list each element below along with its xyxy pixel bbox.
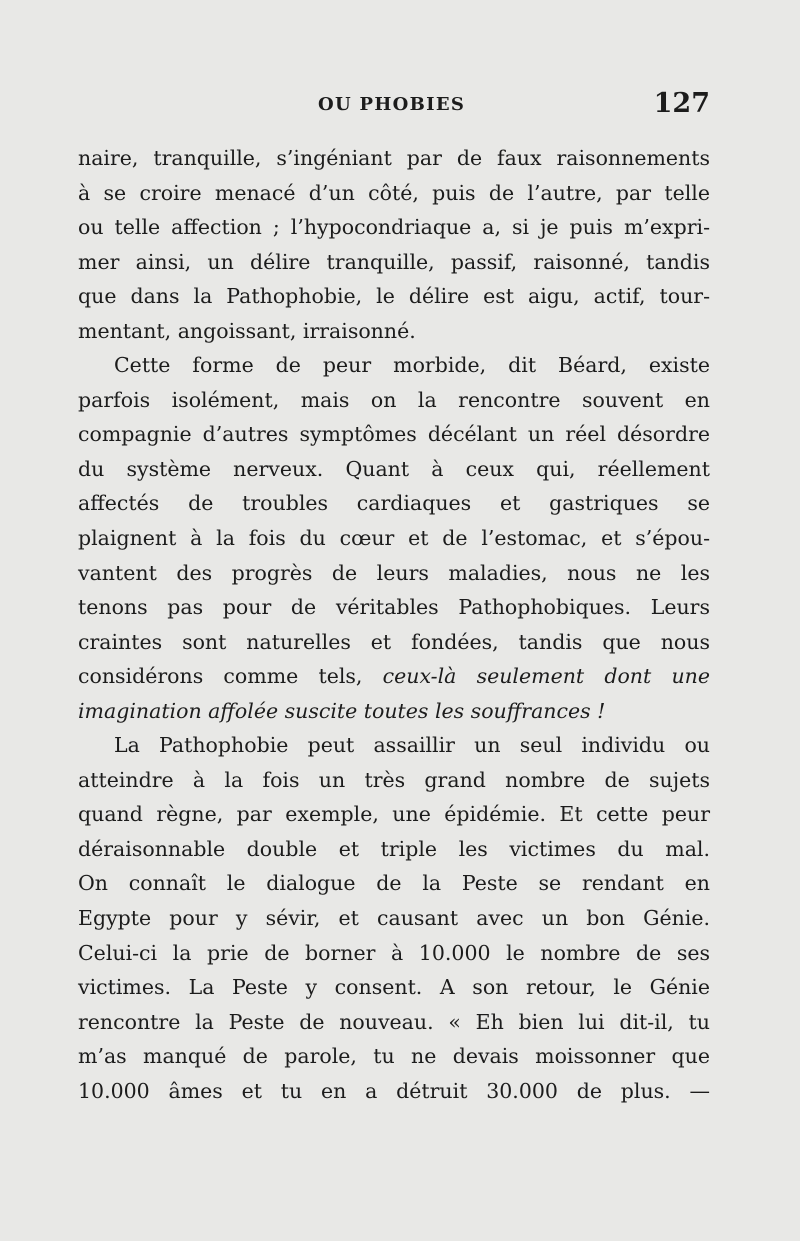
text-line: naire, tranquille, s’ingéniant par de faux raisonnements	[78, 146, 710, 170]
text-line: m’as manqué de parole, tu ne devais moissonner que	[78, 1044, 710, 1069]
text-line: déraisonnable double et triple les victimes du mal.	[78, 836, 710, 861]
page-header	[78, 88, 710, 122]
text-line: quand règne, par exemple, une épidémie. Et cette peur	[78, 802, 710, 827]
text-line: tenons pas pour de véritables Pathophobiques. Leurs	[78, 595, 710, 620]
paragraph	[78, 728, 710, 1108]
text-line: Cette forme de peur morbide, dit Béard, existe	[114, 353, 710, 378]
text-line: 10.000 âmes et tu en a détruit 30.000 de plus. —	[78, 1078, 710, 1103]
text-line: ou telle affection ; l’hypocondriaque a, si je puis m’expri-	[78, 215, 710, 240]
page-number: 127	[653, 88, 710, 119]
text-line: atteindre à la fois un très grand nombre de sujets	[78, 767, 710, 792]
text-line: parfois isolément, mais on la rencontre souvent en	[78, 387, 710, 412]
text-line: plaignent à la fois du cœur et de l’estomac, et s’épou-	[78, 526, 710, 551]
text-line: que dans la Pathophobie, le délire est aigu, actif, tour-	[78, 284, 710, 309]
text-line: mer ainsi, un délire tranquille, passif, raisonné, tandis	[78, 249, 710, 274]
body-text	[78, 141, 710, 1108]
text-line: affectés de troubles cardiaques et gastriques se	[78, 491, 710, 516]
text-line: craintes sont naturelles et fondées, tandis que nous	[78, 629, 710, 654]
paragraph	[78, 348, 710, 728]
text-line: du système nerveux. Quant à ceux qui, réellement	[78, 456, 710, 481]
italic-text-run: ceux-là seulement dont une	[382, 664, 710, 689]
text-line: vantent des progrès de leurs maladies, nous ne les	[78, 560, 710, 585]
text-line: compagnie d’autres symptômes décélant un réel désordre	[78, 422, 710, 447]
text-line: La Pathophobie peut assaillir un seul individu ou	[114, 733, 710, 758]
running-title: OU PHOBIES	[318, 94, 466, 115]
text-line: victimes. La Peste y consent. A son retour, le Génie	[78, 975, 710, 1000]
italic-text-line: imagination affolée suscite toutes les souffrances !	[78, 698, 606, 723]
paragraph	[78, 141, 710, 348]
text-line: On connaît le dialogue de la Peste se rendant en	[78, 871, 710, 896]
mixed-text-line	[78, 659, 710, 694]
text-run: considérons comme tels,	[78, 664, 363, 689]
text-line: Egypte pour y sévir, et causant avec un bon Génie.	[78, 906, 710, 931]
text-line: rencontre la Peste de nouveau. « Eh bien lui dit-il, tu	[78, 1009, 710, 1034]
text-line: Celui-ci la prie de borner à 10.000 le nombre de ses	[78, 940, 710, 965]
text-line: mentant, angoissant, irraisonné.	[78, 318, 416, 343]
text-line: à se croire menacé d’un côté, puis de l’autre, par telle	[78, 180, 710, 205]
